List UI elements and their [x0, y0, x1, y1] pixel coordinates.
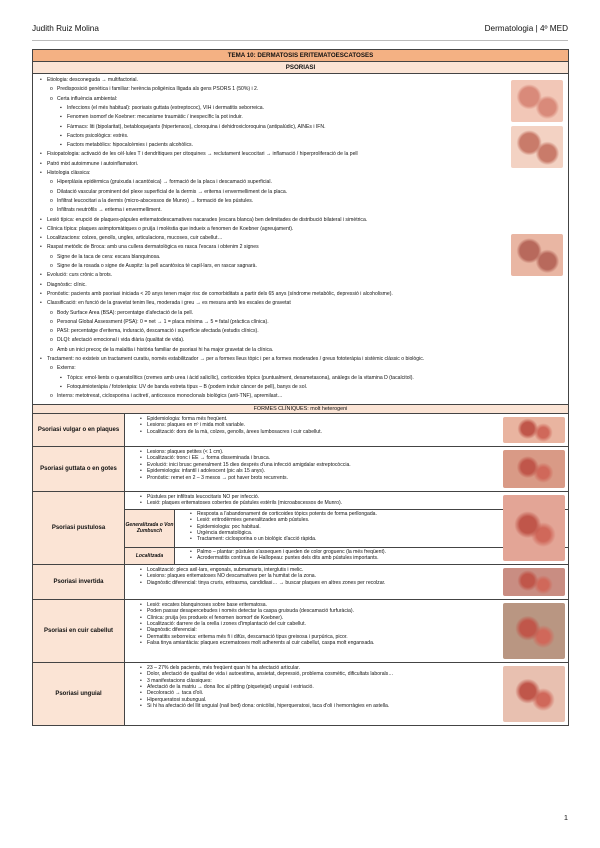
bullet-icon: • — [140, 671, 142, 678]
formes-line-text: Localització: plecs axil·lars, engonals, submamaris, interglutis i melic. — [147, 566, 304, 573]
bullet-icon: • — [40, 216, 42, 223]
main-line — [40, 225, 294, 232]
main-line — [40, 300, 291, 307]
formes-line-text: Decoloració → taca d'oli. — [147, 690, 204, 697]
main-line-text: Infiltrat leucocitari a la dermis (micro-abscessos de Munro) → formació de les pústules. — [57, 197, 254, 204]
pustulosa-sublabel: Generalitzada o Von Zumbusch — [125, 510, 175, 547]
formes-line-text: Epidemiologia: poc habitual. — [197, 523, 261, 530]
formes-row-content — [125, 414, 568, 446]
main-line — [40, 244, 259, 251]
main-line-text: Classificació: en funció de la gravetat tenim lleu, moderada i greu → es mesura amb les escales de gravetat — [47, 300, 291, 307]
main-line-text: Etiologia: desconeguda → multifactorial. — [47, 77, 138, 83]
bullet-icon: • — [40, 151, 42, 158]
formes-cliniques-table — [33, 404, 568, 725]
main-content — [33, 74, 568, 404]
main-line-text: Personal Global Assessment (PSA): 0 = net → 1 = placa mínima → 5 = fatal (pràctica clínica). — [57, 318, 269, 325]
bullet-icon: • — [140, 614, 142, 621]
bullet-icon: • — [40, 77, 42, 83]
bullet-icon: o — [50, 393, 53, 400]
main-line-text: Body Surface Area (BSA): percentatge d'afectació de la pell. — [57, 309, 194, 316]
bullet-icon: ▪ — [60, 374, 62, 381]
bullet-icon: o — [50, 309, 53, 316]
main-line — [60, 383, 308, 390]
bullet-icon: • — [140, 601, 142, 608]
formes-line-text: 23 – 27% dels pacients, més freqüent quan hi ha afectació articular. — [147, 664, 300, 671]
main-line-text: Fotoquimioteràpia / fototeràpia: UV de banda estreta tipus – B (podem induir càncer de pell), banys de sol. — [67, 383, 308, 390]
bullet-icon: • — [140, 579, 142, 586]
formes-row-content — [125, 492, 568, 564]
tema-title: TEMA 10: DERMATOSIS ERITEMATOESCATOSES — [33, 50, 568, 62]
formes-line-text: Dolor, afectació de qualitat de vida i autoestima, ansietat, depressió, problema cosmètic, dificultats laborals… — [147, 671, 394, 678]
formes-row-content — [125, 447, 568, 491]
bullet-icon: o — [50, 328, 53, 335]
bullet-icon: ▪ — [60, 132, 62, 139]
formes-line-text: Afectació de la matriu → dona lloc al pitting (piquetejat) unguial i estriació. — [147, 684, 314, 691]
main-line-text: Infiltrats neutròfils → eritema i envermelliment. — [57, 207, 162, 214]
formes-line-text: 3 manifestacions clàssiques: — [147, 677, 212, 684]
bullet-icon: ▪ — [60, 123, 62, 130]
main-line — [40, 77, 138, 83]
main-line — [50, 263, 257, 269]
bullet-icon: ▪ — [60, 104, 62, 111]
bullet-icon: • — [40, 272, 42, 279]
formes-line — [129, 475, 564, 481]
main-line-text: Certa influència ambiental: — [57, 95, 118, 102]
main-line — [40, 281, 87, 288]
formes-line — [129, 640, 564, 646]
bullet-icon: • — [140, 677, 142, 684]
bullet-icon: • — [40, 300, 42, 307]
bullet-icon: • — [140, 627, 142, 634]
formes-line-text: Palmo – plantar: pústules s'assequen i queden de color groguenc (la més freqüent). — [197, 548, 386, 555]
main-line-text: Diagnòstic: clínic. — [47, 281, 87, 288]
bullet-icon: • — [140, 696, 142, 703]
bullet-icon: • — [190, 530, 192, 537]
main-line — [40, 151, 358, 158]
page-header — [32, 24, 568, 36]
bullet-icon: • — [140, 690, 142, 697]
formes-row-label: Psoriasi vulgar o en plaques — [33, 414, 125, 446]
formes-line-text: Lesió: eritrodèrmies generalitzades amb pústules. — [197, 517, 310, 524]
bullet-icon: • — [40, 235, 42, 242]
main-line-text: Hiperplàsia epidèrmica (gruixuda i acantòsica) → formació de la placa i descamació superficial. — [57, 179, 272, 186]
main-line — [50, 337, 185, 344]
pustulosa-subrow — [125, 510, 568, 548]
skin-lesion-photo — [511, 126, 563, 168]
bullet-icon: • — [190, 523, 192, 530]
bullet-icon: • — [140, 640, 142, 647]
main-line — [40, 356, 425, 362]
formes-line-text: Si hi ha afectació del llit unguial (nail bed) dona: onicòlisi, hiperqueratosi, taca d'oli i hemorràgies en astella. — [147, 703, 390, 710]
main-line — [50, 197, 254, 204]
main-line — [40, 170, 91, 176]
main-line-text: Dilatació vascular prominent del plexe superficial de la dermis → eritema i envermelliment de la placa. — [57, 188, 288, 195]
main-line — [40, 272, 113, 279]
clinical-photo — [503, 417, 565, 443]
main-line — [50, 86, 259, 93]
bullet-icon: o — [50, 346, 53, 353]
bullet-icon: • — [140, 608, 142, 615]
main-line — [60, 123, 326, 130]
bullet-icon: • — [40, 170, 42, 176]
main-line — [40, 290, 393, 297]
main-line — [50, 95, 118, 102]
formes-row — [33, 600, 568, 663]
main-line — [60, 104, 265, 111]
main-line — [50, 346, 274, 353]
bullet-icon: • — [140, 455, 142, 462]
skin-lesion-photo — [511, 234, 563, 276]
bullet-icon: ▪ — [60, 114, 62, 121]
clinical-photo — [503, 495, 565, 561]
main-line-text: Fenomen isomorf de Koebner: mecanisme traumàtic / inespecífic la pot induir. — [67, 114, 243, 121]
main-line-text: Localitzacions: colzes, genolls, ungles, articulacions, mucoses, cuir cabellut… — [47, 235, 223, 242]
bullet-icon: • — [140, 500, 142, 507]
main-line-text: Predisposició genètica i familiar: herència poligènica lligada als gens PSORS 1 (50%) i 2. — [57, 86, 259, 93]
formes-line-text: Tractament: ciclosporina o un biològic d'acció ràpida. — [197, 536, 317, 543]
formes-line-text: Resposta a l'abandonament de corticoides tòpics potents de forma perllongada. — [197, 510, 377, 517]
pustulosa-common — [125, 492, 568, 510]
formes-line-text: Urgència dermatològica. — [197, 530, 253, 537]
bullet-icon: • — [40, 160, 42, 167]
bullet-icon: • — [140, 449, 142, 455]
bullet-icon: • — [140, 422, 142, 429]
formes-row-content — [125, 565, 568, 599]
formes-row — [33, 565, 568, 600]
skin-lesion-photo — [511, 80, 563, 122]
formes-line-text: Epidemiologia: infantil i adolescent (pic als 15 anys). — [147, 468, 266, 475]
main-line — [50, 179, 272, 186]
main-line-text: Pronòstic: pacients amb psoriasi iniciada < 20 anys tenen major risc de comorbiditats a partir dels 65 anys (síndrome metabòlic, depressió i alcoholisme). — [47, 290, 393, 297]
clinical-photo — [503, 568, 565, 596]
section-title: PSORIASI — [33, 62, 568, 74]
formes-line — [129, 429, 564, 435]
formes-line-text: Epidemiologia: forma més freqüent. — [147, 416, 228, 422]
formes-row-label: Psoriasi en cuir cabellut — [33, 600, 125, 662]
formes-row — [33, 414, 568, 447]
main-line-text: Raspat metòdic de Broca: amb una cullera dermatològica es rasca l'escara i obtenim 2 signes — [47, 244, 259, 251]
formes-line-text: Diagnòstic diferencial: — [147, 627, 197, 634]
formes-line-text: Lesió: plaques eritematoses cobertes de pústules estèrils (microabscessos de Munro). — [147, 500, 343, 507]
main-line-text: Lesió típica: erupció de plaques-pàpules eritematodescamatives nacarades (escara blanca) ben delimitades de distribució bilateral i simètrica. — [47, 216, 368, 223]
formes-line — [129, 580, 564, 586]
header-divider — [32, 40, 568, 41]
main-line-text: Tractament: no existeix un tractament curatiu, només estabilitzador → per a formes lleus tòpic i per a formes moderades / greus fototeràpia i sistèmic clàssic o biològic. — [47, 356, 425, 362]
bullet-icon: ▪ — [60, 383, 62, 390]
formes-line-text: Clínica: pruïja (es produeix el fenomen isomorf de Koebner). — [147, 614, 284, 621]
main-line — [60, 132, 129, 139]
bullet-icon: • — [40, 225, 42, 232]
bullet-icon: • — [190, 536, 192, 543]
formes-title: FORMES CLÍNIQUES: molt heterogeni — [33, 405, 568, 414]
main-line — [50, 188, 288, 195]
main-line-text: Evolució: curs crònic a brots. — [47, 272, 113, 279]
formes-line-text: Lesions: plaques en nº i mida molt variable. — [147, 422, 246, 429]
main-line-text: Patró mixt autoimmune i autoinflamatori. — [47, 160, 139, 167]
formes-line-text: Localització: tronc i EE → forma disseminada i brusca. — [147, 455, 271, 462]
main-line — [50, 207, 162, 214]
main-line — [40, 160, 139, 167]
bullet-icon: • — [140, 428, 142, 435]
formes-row-label: Psoriasi guttata o en gotes — [33, 447, 125, 491]
document-table — [32, 49, 569, 726]
bullet-icon: • — [190, 510, 192, 517]
main-line-text: Clínica típica: plaques asimptomàtiques o pruïja i molèstia que indueix a fenomen de Koebner (agreujament). — [47, 225, 294, 232]
main-line-text: Infeccions (el més habitual): psoriasis guttata (estreptococ), VIH i dermatitis seborreica. — [67, 104, 265, 111]
bullet-icon: • — [40, 244, 42, 251]
main-line-text: Histologia clàssica: — [47, 170, 91, 176]
main-line-text: Interns: metotrexat, ciclosporina i acitretí, anticossos monoclonals biològics (anti-TNF), apremilast… — [57, 393, 283, 400]
bullet-icon: • — [140, 633, 142, 640]
main-line-text: Factors metabòlics: hipocalcèmies i pacients alcohòlics. — [67, 142, 193, 149]
formes-line-text: Hiperqueratosi subungual. — [147, 696, 207, 703]
main-line — [40, 235, 223, 242]
formes-row-label: Psoriasi pustulosa — [33, 492, 125, 564]
formes-row — [33, 663, 568, 725]
formes-line-text: Pústules per infiltrats leucocitaris NO per infecció. — [147, 494, 260, 500]
formes-row-content — [125, 600, 568, 662]
formes-line-text: Pronòstic: remet en 2 – 3 mesos → pot haver brots recurrents. — [147, 474, 288, 481]
bullet-icon: • — [140, 494, 142, 500]
pustulosa-sublabel: Localitzada — [125, 548, 175, 564]
formes-line-text: Lesió: escates blanquinoses sobre base eritematosa. — [147, 601, 268, 608]
main-line-text: Amb un inici precoç de la malaltia i història familiar de psoriasi hi ha major gravetat de la clínica. — [57, 346, 274, 353]
bullet-icon: • — [140, 621, 142, 628]
bullet-icon: o — [50, 318, 53, 325]
main-line — [60, 114, 243, 121]
bullet-icon: o — [50, 86, 53, 93]
bullet-icon: ▪ — [60, 142, 62, 149]
bullet-icon: • — [40, 290, 42, 297]
bullet-icon: • — [140, 474, 142, 481]
formes-row — [33, 492, 568, 565]
main-line-text: Fisiopatologia: activació de les cèl·lules T i dendrítiques per citoquines → reclutament leucocitari → inflamació / hiperproliferació de la pell — [47, 151, 358, 158]
bullet-icon: • — [40, 281, 42, 288]
formes-row — [33, 447, 568, 492]
bullet-icon: o — [50, 197, 53, 204]
bullet-icon: • — [190, 548, 192, 555]
bullet-icon: o — [50, 188, 53, 195]
formes-line-text: Lesions: plaques petites (< 1 cm). — [147, 449, 224, 455]
main-line-text: Tòpics: emol·lients o queratolítics (cremes amb urea i àcid salicílic), corticoides tòpics (puntualment, dexametasona), anàlegs de la vitamina D (tacalcitol). — [67, 374, 414, 381]
page-number: 1 — [563, 813, 568, 822]
bullet-icon: • — [40, 356, 42, 362]
clinical-photo — [503, 666, 565, 722]
main-line-text: Signe de la taca de cera: escara blanquinosa. — [57, 253, 161, 260]
bullet-icon: • — [190, 517, 192, 524]
bullet-icon: o — [50, 253, 53, 260]
bullet-icon: o — [50, 263, 53, 269]
main-line — [50, 309, 194, 316]
formes-line-text: Lesions: plaques eritematoses NO descamatives per la humitat de la zona. — [147, 573, 317, 580]
main-line-text: Fàrmacs: liti (bipolaritat), betabloquejants (hipertensos), cloroquina i dehidroxicloroquina (antipalúdic), AINEs i IFN. — [67, 123, 326, 130]
bullet-icon: • — [140, 416, 142, 422]
bullet-icon: o — [50, 207, 53, 214]
formes-line-text: Dermatitis seborreica: eritema més fi i difús, descamació tipus greixosa i purpúrica, picor. — [147, 633, 348, 640]
pustulosa-subrow — [125, 548, 568, 564]
formes-row-label: Psoriasi invertida — [33, 565, 125, 599]
formes-row-content — [125, 663, 568, 725]
main-line — [60, 142, 193, 149]
main-line — [50, 328, 259, 335]
bullet-icon: • — [140, 703, 142, 710]
formes-line — [129, 500, 564, 506]
bullet-icon: • — [190, 555, 192, 562]
bullet-icon: • — [140, 664, 142, 671]
main-line — [50, 318, 269, 325]
author: Judith Ruiz Molina — [32, 24, 99, 33]
main-line — [50, 365, 76, 372]
formes-line — [129, 703, 564, 709]
main-line-text: Signe de la rosada o signe de Auspitz: la pell acantòsica té capil·lars, en rascar sagnarà. — [57, 263, 257, 269]
main-line — [40, 216, 368, 223]
main-line-text: Externs: — [57, 365, 76, 372]
clinical-photo — [503, 603, 565, 659]
formes-line-text: Evolució: inici brusc generalment 15 dies després d'una infecció amigdalar estreptocòccia. — [147, 461, 351, 468]
formes-row-label: Psoriasi unguial — [33, 663, 125, 725]
formes-line-text: Localització: dors de la mà, colzes, genolls, àrees lumbosacres i cuir cabellut. — [147, 428, 322, 435]
bullet-icon: • — [140, 684, 142, 691]
main-line — [50, 253, 161, 260]
bullet-icon: o — [50, 365, 53, 372]
formes-line-text: Diagnòstic diferencial: tinya cruris, eritrasma, candidiasi… → buscar plaques en altres zones per recolzar. — [147, 579, 386, 586]
main-line-text: Factors psicològics: estrès. — [67, 132, 129, 139]
formes-line-text: Poden passar desapercebudes i només detectar la caspa gruixuda (descamació furfuràcia). — [147, 608, 354, 615]
bullet-icon: • — [140, 566, 142, 573]
course: Dermatologia | 4º MED — [484, 24, 568, 33]
main-line-text: PASI: percentatge d'eritema, induració, descamació i superfície afectada (estudis clínics). — [57, 328, 259, 335]
clinical-photo — [503, 450, 565, 488]
bullet-icon: • — [140, 461, 142, 468]
bullet-icon: o — [50, 179, 53, 186]
main-line — [50, 393, 283, 400]
bullet-icon: o — [50, 95, 53, 102]
bullet-icon: o — [50, 337, 53, 344]
bullet-icon: • — [140, 468, 142, 475]
formes-line-text: Acrodermatitis contínua de Hallopeau: puntes dels dits amb pústules importants. — [197, 555, 379, 562]
formes-line-text: Localització: darrere de la orella i zones d'implantació del cuir cabellut. — [147, 621, 306, 628]
formes-line-text: Falsa tinya amiantàcia: plaques eczematoses molt adherents al cuir cabellut, caspa molt enganxada. — [147, 640, 375, 647]
main-line — [60, 374, 414, 381]
main-line-text: DLQI: afectació emocional i vida diària (qualitat de vida). — [57, 337, 185, 344]
bullet-icon: • — [140, 573, 142, 580]
